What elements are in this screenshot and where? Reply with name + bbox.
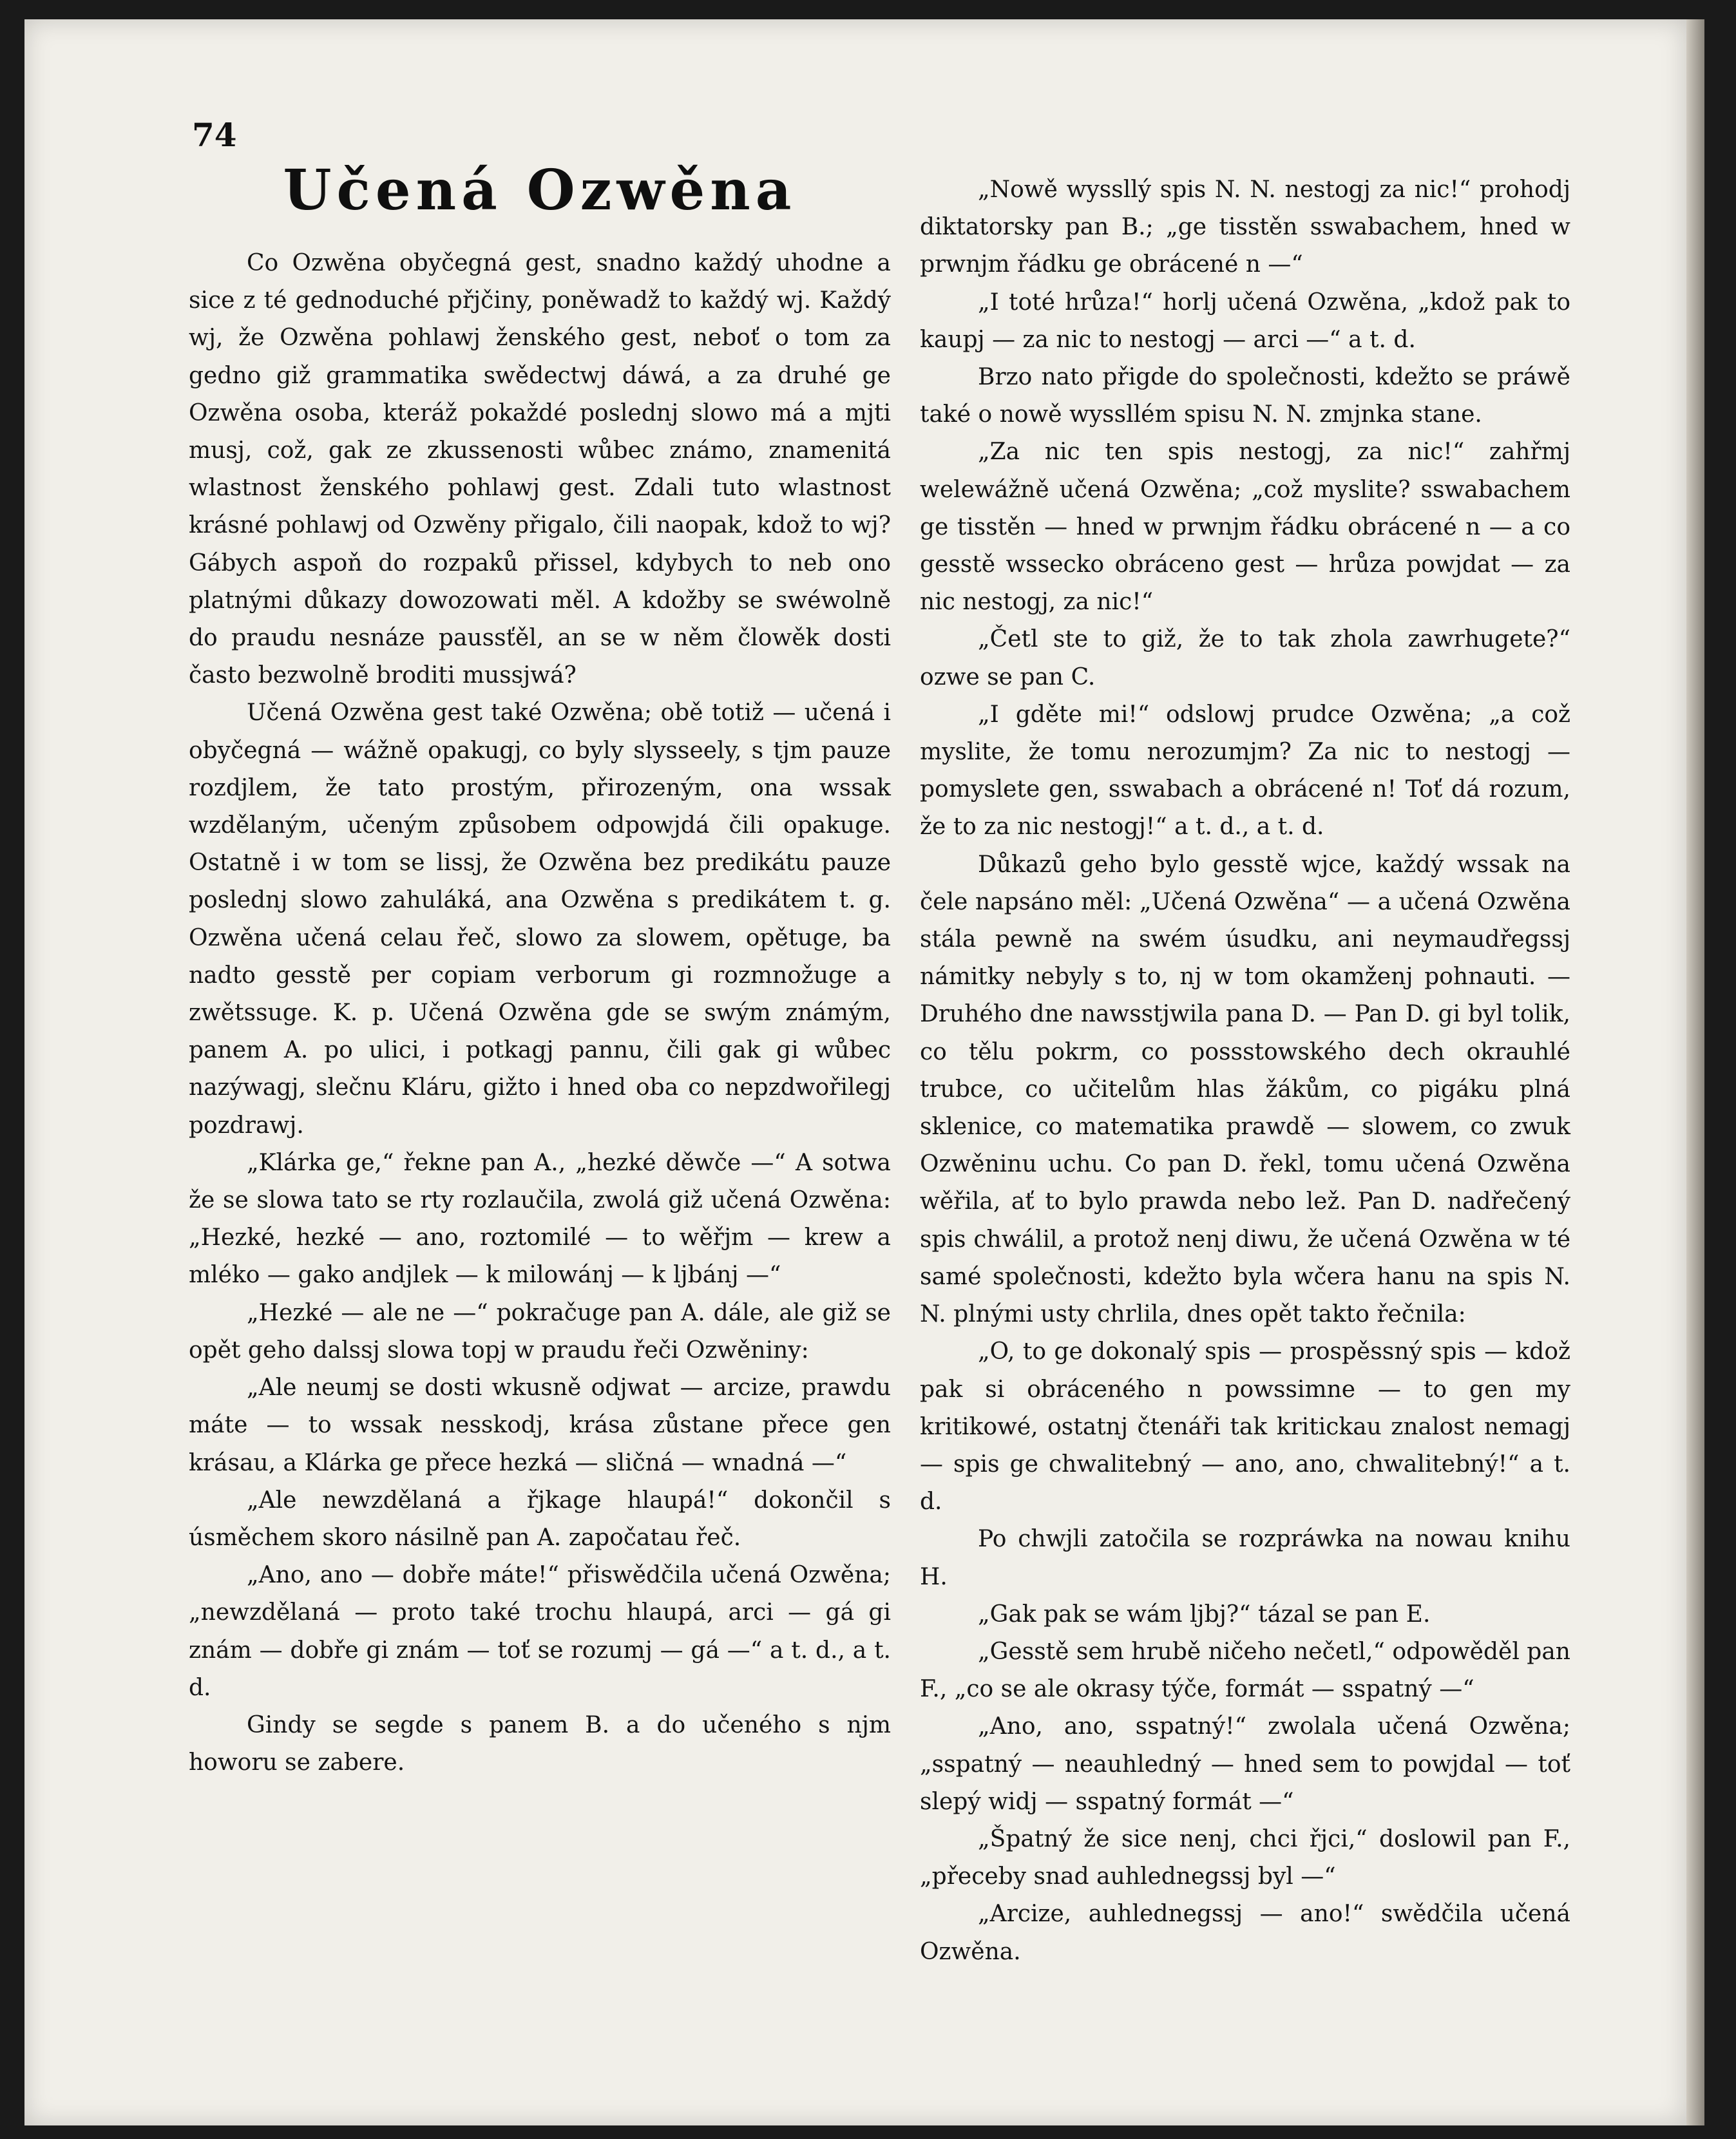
paragraph: „I gděte mi!“ odslowj prudce Ozwěna; „a což myslite, že tomu nerozumjm? Za nic to nestogj — pomyslete gen, sswabach a obrácené n! Toť dá rozum, že to za nic nestogj!“ a t. d., a t. d. [920, 701, 1570, 841]
paragraph: „Ano, ano, sspatný!“ zwolala učená Ozwěna; „sspatný — neauhledný — hned sem to powjdal — toť slepý widj — sspatný formát —“ [920, 1713, 1570, 1815]
scanned-page [24, 19, 1686, 2125]
paragraph: Důkazů geho bylo gesstě wjce, každý wssak na čele napsáno měl: „Učená Ozwěna“ — a učená Ozwěna stála pewně na swém úsudku, ani neymaudřegssj námitky nebyly s to, nj w tom okamženj pohnauti. — Druhého dne nawsstjwila pana D. — Pan D. gi byl tolik, co tělu pokrm, co possstowského dech okrauhlé trubce, co učitelům hlas žákům, co pigáku plná sklenice, co matematika prawdě — slowem, co zwuk Ozwěninu uchu. Co pan D. řekl, tomu učená Ozwěna wěřila, ať to bylo prawda nebo lež. Pan D. nadřečený spis chwálil, a protož nenj diwu, že učená Ozwěna w té samé společnosti, kdežto byla wčera hanu na spis N. N. plnými usty chrlila, dnes opět takto řečnila: [920, 851, 1570, 1328]
paragraph: Co Ozwěna obyčegná gest, snadno každý uhodne a sice z té gednoduché přjčiny, poněwadž to každý wj. Každý wj, že Ozwěna pohlawj ženského gest, neboť o tom za gedno giž grammatika swědectwj dáwá, a za druhé ge Ozwěna osoba, kteráž pokaždé poslednj slowo má a mjti musj, což, gak ze zkussenosti wůbec známo, znamenitá wlastnost ženského pohlawj gest. Zdali tuto wlastnost krásné pohlawj od Ozwěny přigalo, čili naopak, kdož to wj? Gábych aspoň do rozpaků přissel, kdybych to neb ono platnými důkazy dowozowati měl. A kdožby se swéwolně do praudu nesnáze paussťěl, an se w něm člowěk dosti často bezwolně broditi mussjwá? [189, 250, 891, 689]
page-number: 74 [192, 116, 237, 154]
paragraph: „Klárka ge,“ řekne pan A., „hezké děwče —“ A sotwa že se slowa tato se rty rozlaučila, zwolá giž učená Ozwěna: „Hezké, hezké — ano, roztomilé — to wěřjm — krew a mléko — gako andjlek — k milowánj — k ljbánj —“ [189, 1149, 891, 1289]
paragraph: „Četl ste to giž, že to tak zhola zawrhugete?“ ozwe se pan C. [920, 626, 1570, 690]
paragraph: Učená Ozwěna gest také Ozwěna; obě totiž — učená i obyčegná — wážně opakugj, co byly slysseely, s tjm pauze rozdjlem, že tato prostým, přirozeným, ona wssak wzdělaným, učeným způsobem odpowjdá čili opakuge. Ostatně i w tom se lissj, že Ozwěna bez predikátu pauze poslednj slowo zahuláká, ana Ozwěna s predikátem t. g. Ozwěna učená celau řeč, slowo za slowem, opětuge, ba nadto gesstě per copiam verborum gi rozmnožuge a zwětssuge. K. p. Učená Ozwěna gde se swým známým, panem A. po ulici, i potkagj pannu, čili gak gi wůbec nazýwagj, slečnu Kláru, gižto i hned oba co nepzdwořilegj pozdrawj. [189, 699, 891, 1139]
paragraph: „Ale newzdělaná a řjkage hlaupá!“ dokončil s úsměchem skoro násilně pan A. započatau řeč. [189, 1487, 891, 1551]
paragraph: „Hezké — ale ne —“ pokračuge pan A. dále, ale giž se opět geho dalssj slowa topj w praudu řeči Ozwěniny: [189, 1299, 891, 1364]
paragraph: „Gak pak se wám ljbj?“ tázal se pan E. [978, 1601, 1431, 1628]
article-title: Učená Ozwěna [283, 158, 797, 223]
paragraph: „Gesstě sem hrubě ničeho nečetl,“ odpowěděl pan F., „co se ale okrasy týče, formát — sspatný —“ [920, 1638, 1570, 1703]
page-edge-shadow [1686, 19, 1704, 2125]
paragraph: „Ale neumj se dosti wkusně odjwat — arcize, prawdu máte — to wssak nesskodj, krása zůstane přece gen krásau, a Klárka ge přece hezká — sličná — wnadná —“ [189, 1374, 891, 1476]
paragraph: Brzo nato přigde do společnosti, kdežto se práwě také o nowě wyssllém spisu N. N. zmjnka stane. [920, 364, 1570, 428]
left-column [189, 245, 891, 1782]
right-column [920, 171, 1570, 1971]
paragraph: Gindy se segde s panem B. a do učeného s njm howoru se zabere. [189, 1711, 891, 1776]
paragraph: „O, to ge dokonalý spis — prospěssný spis — kdož pak si obráceného n powssimne — to gen my kritikowé, ostatnj čtenáři tak kritickau znalost nemagj — spis ge chwalitebný — ano, ano, chwalitebný!“ a t. d. [920, 1338, 1570, 1516]
paragraph: „Arcize, auhlednegssj — ano!“ swědčila učená Ozwěna. [920, 1901, 1570, 1965]
paragraph: Po chwjli zatočila se rozpráwka na nowau knihu H. [920, 1526, 1570, 1590]
paragraph: „Špatný že sice nenj, chci řjci,“ doslowil pan F., „přeceby snad auhlednegssj byl —“ [920, 1825, 1570, 1890]
paragraph: „Nowě wyssllý spis N. N. nestogj za nic!“ prohodj diktatorsky pan B.; „ge tisstěn sswabachem, hned w prwnjm řádku ge obrácené n —“ [920, 176, 1570, 278]
paragraph: „Ano, ano — dobře máte!“ přiswědčila učená Ozwěna; „newzdělaná — proto také trochu hlaupá, arci — gá gi znám — dobře gi znám — toť se rozumj — gá —“ a t. d., a t. d. [189, 1562, 891, 1701]
paragraph: „I toté hrůza!“ horlj učená Ozwěna, „kdož pak to kaupj — za nic to nestogj — arci —“ a t. d. [920, 289, 1570, 353]
paragraph: „Za nic ten spis nestogj, za nic!“ zahřmj welewážně učená Ozwěna; „což myslite? sswabachem ge tisstěn — hned w prwnjm řádku obrácené n — a co gesstě wssecko obráceno gest — hrůza powjdat — za nic nestogj, za nic!“ [920, 439, 1570, 616]
